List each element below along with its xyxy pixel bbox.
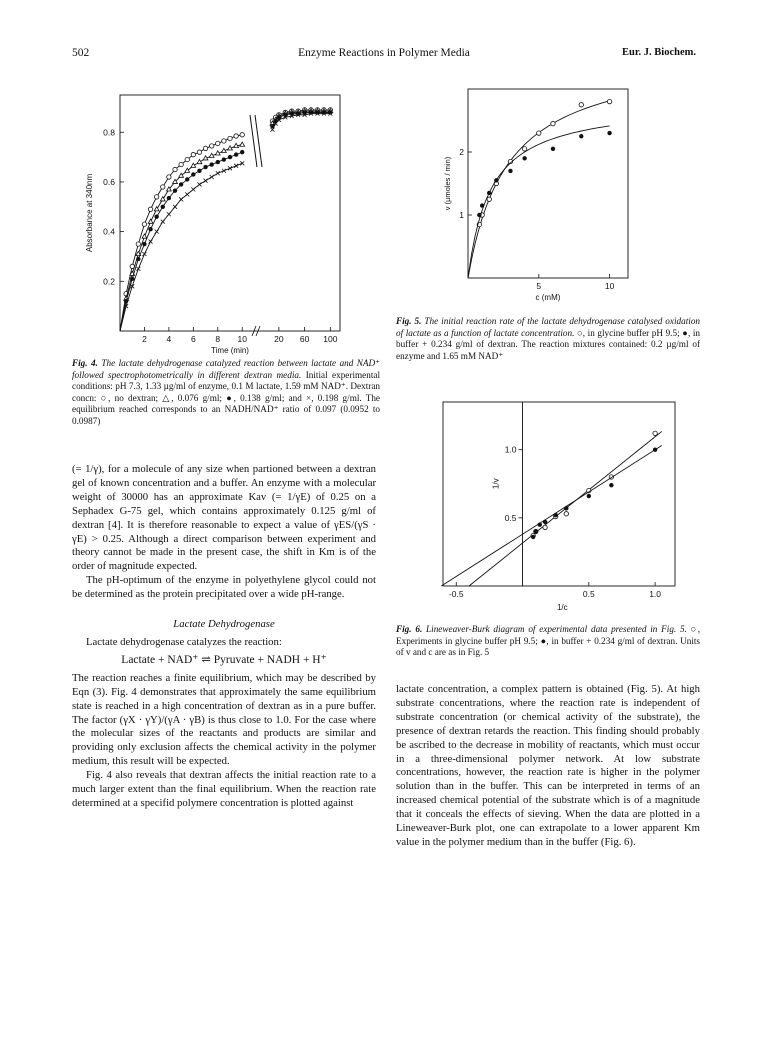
data-point [290,111,294,115]
fit-curve [468,101,610,278]
y-tick-label: 1 [459,210,464,220]
figure-6 [435,398,680,616]
data-point [179,197,183,201]
data-point [543,520,547,524]
x-tick-label: 4 [166,334,172,344]
data-point [551,121,555,125]
data-point [130,277,134,281]
data-point [179,173,184,177]
data-point [154,195,158,199]
data-point [142,234,147,238]
data-point [148,219,153,223]
data-point [543,525,547,529]
y-axis-label: Absorbance at 340nm [85,173,94,253]
data-point [534,529,538,533]
data-point [179,182,183,186]
data-point [234,152,238,156]
x-axis-label: c (mM) [535,293,561,302]
x-tick-label: 20 [274,334,284,344]
data-point [522,156,526,160]
data-point [173,167,177,171]
x-tick-label: 8 [215,334,221,344]
data-point [222,139,226,143]
x-tick-label: 5 [536,281,542,291]
data-point [209,162,213,166]
figure-6-caption-label: Fig. 6. [396,624,423,634]
data-point [154,215,158,219]
data-point [203,146,207,150]
data-point [209,144,213,148]
data-point [136,242,140,246]
fit-curve [468,126,610,278]
x-tick-label: 10 [237,334,247,344]
series-filled-circle [441,445,661,586]
figure-6-caption-body: ○, Experiments in glycine buffer pH 9.5; ●, in buffer + 0.234 g/ml of dextran. Units of v and c are as in Fig. 5 [396,624,700,658]
figure-6-caption [396,624,700,659]
data-point [579,134,583,138]
data-point [537,131,541,135]
x-tick-label: 0.5 [582,589,595,599]
data-point [173,188,177,192]
series-triangle [120,109,333,331]
left-paragraph-1: (= 1/γ), for a molecule of any size when partioned between a dextran gel of known concentration and a buffer. An enzyme with a molecular weight of 30000 has an approximate Kav (= 1/γE) of 0.25 on a Sephadex G-75 gel, which contains approximately 0.125 g/ml of dextran [4]. It is therefore reasonable to expect a value of γES/(γS · γE) > 0.25. Although a direct comparison between experiment and theory cannot be made in the present case, the shift in Km is of the order of magnitude expected. [72,463,376,573]
figure-4-caption [72,358,380,428]
x-tick-label: 2 [142,334,147,344]
y-tick-label: 1.0 [504,444,517,455]
data-point [564,512,568,516]
data-point [607,99,611,103]
x-tick-label: 100 [323,334,338,344]
data-point [522,147,526,151]
data-point [204,179,208,183]
figure-6-chart [435,398,680,616]
data-point [216,160,220,164]
figure-5-caption-body: ○, in glycine buffer pH 9.5; ●, in buffer + 0.234 g/ml of dextran. The reaction mixtures contained: 0.2 µg/ml of enzyme and 1.65 mM NAD⁺ [396,327,700,361]
data-point [203,165,207,169]
data-point [531,535,535,539]
data-point [185,192,189,196]
data-point [167,196,171,200]
figure-4 [72,85,352,365]
data-point [191,172,195,176]
data-point [234,134,238,138]
fit-line [441,445,661,586]
data-point [155,230,159,234]
data-point [579,103,583,107]
left-paragraph-2: The pH-optimum of the enzyme in polyethylene glycol could not be determined as the protein precipitated over a wide pH-range. [72,574,376,601]
y-tick-label: 0.8 [103,127,115,138]
data-point [173,205,177,209]
y-tick-label: 0.6 [103,176,115,187]
x-tick-label: 6 [190,334,196,344]
data-point [191,152,195,156]
plot-frame [120,95,340,331]
data-point [283,113,287,117]
data-point [149,240,153,244]
data-point [197,169,201,173]
data-point [228,136,232,140]
data-point [197,182,201,186]
y-axis-label: 1/v [491,478,501,490]
series-filled-circle [120,110,333,331]
x-tick-label: 10 [604,281,615,291]
data-point [653,448,657,452]
series-open-circle [468,99,612,278]
data-point [161,205,165,209]
figure-4-caption-title: The lactate dehydrogenase catalyzed reaction between lactate and NAD⁺ followed spectrophotometrically in different dextran media. [72,358,381,380]
data-point [136,257,140,261]
data-point [142,252,146,256]
data-point [607,131,611,135]
figure-6-caption-title: Lineweaver-Burk diagram of experimental data presented in Fig. 5. [426,624,687,634]
data-point [302,110,306,114]
data-point [222,157,226,161]
data-point [234,164,238,168]
left-paragraph-5: Fig. 4 also reveals that dextran affects the initial reaction rate to a much larger extent than the final equilibrium. When the reaction rate determined at a specifid polymere concentration is plotted against [72,769,376,809]
figure-5-caption [396,316,700,362]
plot-frame [443,402,675,586]
page-number: 502 [72,47,90,59]
data-point [222,169,226,173]
data-point [161,220,165,224]
data-point [136,267,140,271]
right-paragraph-1: lactate concentration, a complex pattern is obtained (Fig. 5). At high substrate concentrations, where the reaction rate is independent of substrate concentration (or chemical activity of the substrate), the presence of dextran retards the reaction. This finding should probably be ascribed to the decrease in mobility of reactants, which must occur in a three-dimensional polymer network. At low substrate concentrations, however, the reaction rate is higher in the polymer solution than in the buffer. This can be interpreted in terms of an increased chemical potential of the substrate which is of a magnitude that it conceals the effects of sieving. When the data are plotted in a Lineweaver-Burk plot, one can extrapolate to a lower apparent Km value in the polymer medium than in the buffer (Fig. 6). [396,683,700,848]
data-point [240,142,245,146]
data-point [197,150,201,154]
data-point [179,162,183,166]
data-point [551,147,555,151]
data-point [487,197,491,201]
data-point [216,141,220,145]
x-tick-label: 60 [299,334,310,344]
series-line [120,163,242,331]
data-point [494,178,498,182]
data-point [240,150,244,154]
data-point [609,483,613,487]
data-point [185,157,189,161]
figure-4-caption-label: Fig. 4. [72,358,98,368]
data-point [477,213,481,217]
y-tick-label: 2 [459,147,464,157]
y-axis-label: v (µmoles / min) [443,156,452,211]
y-tick-label: 0.2 [103,276,115,287]
data-point [161,185,165,189]
data-point [228,166,232,170]
left-column [72,463,376,811]
x-axis-label: Time (min) [211,346,249,355]
data-point [210,175,214,179]
y-tick-label: 0.5 [504,512,517,523]
data-point [653,431,657,435]
data-point [270,128,274,132]
data-point [480,203,484,207]
data-point [228,155,232,159]
reaction-equation: Lactate + NAD⁺ ⇌ Pyruvate + NADH + H⁺ [121,653,327,666]
data-point [240,161,244,165]
figure-4-chart [72,85,352,365]
left-paragraph-3: Lactate dehydrogenase catalyzes the reaction: [86,635,282,648]
journal-name: Eur. J. Biochem. [622,47,696,58]
series-filled-circle [468,126,612,278]
data-point [148,227,152,231]
data-point [587,494,591,498]
data-point [487,191,491,195]
data-point [216,171,220,175]
x-tick-label: 1.0 [649,589,662,599]
figure-4-caption-body: Initial experimental conditions: pH 7.3, 1.33 µg/ml of enzyme, 0.1 M lactate, 1.59 mM NAD⁺. Dextran concn: ○, no dextran; △, 0.076 g/ml; ●, 0.138 g/ml; and ×, 0.198 g/ml. The equilibrium reached corresponds to an NADH/NAD⁺ ratio of 0.097 (0.0952 to 0.0987) [72,369,381,426]
section-heading: Lactate Dehydrogenase [173,618,275,631]
x-axis-label: 1/c [556,603,568,612]
plot-frame [468,89,628,278]
data-point [148,207,152,211]
data-point [508,169,512,173]
figure-5 [440,85,640,310]
x-tick-label: -0.5 [448,589,464,599]
right-column [396,683,700,850]
data-point [191,187,195,191]
data-point [185,177,189,181]
figure-5-caption-label: Fig. 5. [396,316,422,326]
data-point [240,133,244,137]
left-paragraph-4: The reaction reaches a finite equilibrium, which may be described by Eqn (3). Fig. 4 demonstrates that approximately the same equilibrium state is reached in a high concentration of dextran as in a pure buffer. The factor (γX · γY)/(γA · γB) is thus close to 1.0. For the case where the molecular sizes of the reactants and products are similar and providing only exclusion affects the chemical activity in the polymer medium, this result will be expected. [72,671,376,768]
figure-5-caption-title: The initial reaction rate of the lactate dehydrogenase catalysed oxidation of lactate as a function of lactate concentration. [396,316,701,338]
y-tick-label: 0.4 [103,226,115,237]
figure-5-chart [440,85,640,310]
data-point [564,506,568,510]
data-point [142,222,146,226]
data-point [142,242,146,246]
data-point [538,522,542,526]
data-point [553,513,557,517]
data-point [167,175,171,179]
data-point [185,168,190,172]
running-title: Enzyme Reactions in Polymer Media [298,47,470,59]
data-point [167,212,171,216]
